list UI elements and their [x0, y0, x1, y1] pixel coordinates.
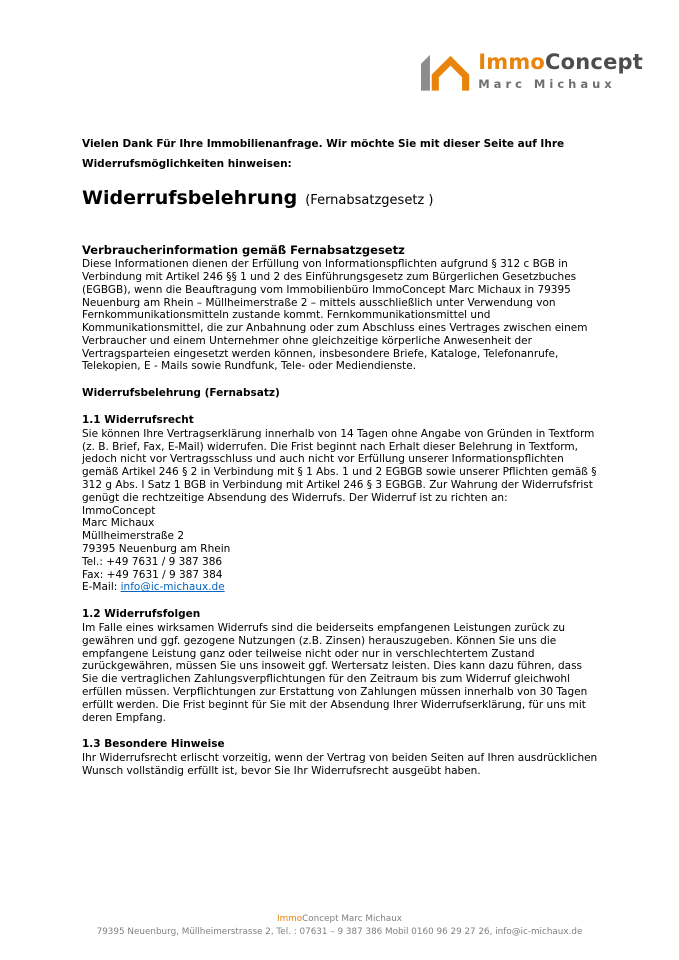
address-line-name: Marc Michaux [82, 517, 155, 530]
address-line-email [82, 581, 598, 594]
withdrawal-address-block [82, 505, 598, 595]
section-1-2-heading: 1.2 Widerrufsfolgen [82, 608, 201, 621]
footer-address-line: 79395 Neuenburg, Müllheimerstrasse 2, Tel. : 07631 – 9 387 386 Mobil 0160 96 29 27 26, info@ic-michaux.de [96, 927, 583, 938]
footer-brand-rest: Concept Marc Michaux [302, 913, 402, 924]
company-logo [421, 50, 643, 92]
house-m-icon [421, 50, 471, 92]
footer-brand-primary: Immo [277, 913, 303, 924]
address-line-city: 79395 Neuenburg am Rhein [82, 543, 231, 556]
logo-brand-primary: Immo [478, 50, 546, 75]
withdrawal-subheading: Widerrufsbelehrung (Fernabsatz) [82, 387, 280, 400]
footer-brand-line [0, 913, 679, 927]
title-suffix: (Fernabsatzgesetz ) [305, 192, 434, 208]
section-1-1-body: Sie können Ihre Vertragserklärung innerhalb von 14 Tagen ohne Angabe von Gründen in Textform (z. B. Brief, Fax, E-Mail) widerrufen. Die Frist beginnt nach Erhalt dieser Belehrung in Textform, jedoch nicht vor Vertragsschluss und auch nicht vor Erfüllung unserer Informationspflichten gemäß Artikel 246 § 2 in Verbindung mit § 1 Abs. 1 und 2 EGBGB sowie unserer Pflichten gemäß § 312 g Abs. I Satz 1 BGB in Verbindung mit Artikel 246 § 3 EGBGB. Zur Wahrung der Widerrufsfrist genügt die rechtzeitige Absendung des Widerrufs. Der Widerruf ist zu richten an: [82, 427, 597, 504]
logo-text [478, 51, 643, 90]
consumer-info-body: Diese Informationen dienen der Erfüllung von Informationspflichten aufgrund § 312 c BGB in Verbindung mit Artikel 246 §§ 1 und 2 des Einführungsgesetz zum Bürgerlichen Gesetzbuches (EGBGB), wenn die Beauftragung vom Immobilienbüro ImmoConcept Marc Michaux in 79395 Neuenburg am Rhein – Müllheimerstraße 2 – mittels ausschließlich unter Verwendung von Fernkommunikationsmitteln zustande kommt. Fernkommunikationsmittel und Kommunikationsmittel, die zur Anbahnung oder zum Abschluss eines Vertrages zwischen einem Verbraucher und einem Unternehmer ohne gleichzeitige körperliche Anwesenheit der Vertragsparteien eingesetzt werden können, insbesondere Briefe, Kataloge, Telefonanrufe, Telekopien, E - Mails sowie Rundfunk, Tele- oder Mediendienste. [82, 258, 588, 373]
section-1-3-heading: 1.3 Besondere Hinweise [82, 738, 225, 751]
section-1-1-heading: 1.1 Widerrufsrecht [82, 414, 194, 427]
address-line-tel: Tel.: +49 7631 / 9 387 386 [82, 555, 223, 568]
email-link[interactable]: info@ic-michaux.de [120, 581, 225, 594]
document-content [82, 134, 598, 778]
email-label: E-Mail: [82, 581, 121, 594]
title-main: Widerrufsbelehrung [82, 186, 298, 209]
page-footer [0, 913, 679, 940]
address-line-company: ImmoConcept [82, 504, 156, 517]
intro-text: Vielen Dank Für Ihre Immobilienanfrage. Wir möchte Sie mit dieser Seite auf Ihre Widerrufsmöglichkeiten hinweisen: [82, 138, 565, 171]
address-line-street: Müllheimerstraße 2 [82, 530, 185, 543]
address-line-fax: Fax: +49 7631 / 9 387 384 [82, 568, 223, 581]
logo-brand-secondary: Concept [545, 50, 643, 75]
section-1-3-body: Ihr Widerrufsrecht erlischt vorzeitig, wenn der Vertrag von beiden Seiten auf Ihren ausdrücklichen Wunsch vollständig erfüllt ist, bevor Sie Ihr Widerrufsrecht ausgeübt haben. [82, 752, 598, 777]
section-1-2-body: Im Falle eines wirksamen Widerrufs sind die beiderseits empfangenen Leistungen zurück zu gewähren und ggf. gezogene Nutzungen (z.B. Zinsen) herauszugeben. Können Sie uns die empfangene Leistung ganz oder teilweise nicht oder nur in verschlechtertem Zustand zurückgewähren, müssen Sie uns insoweit ggf. Wertersatz leisten. Dies kann dazu führen, dass Sie die vertraglichen Zahlungsverpflichtungen für den Zeitraum bis zum Widerruf gleichwohl erfüllen müssen. Verpflichtungen zur Erstattung von Zahlungen müssen innerhalb von 30 Tagen erfüllt werden. Die Frist beginnt für Sie mit der Absendung Ihrer Widerrufserklärung, für uns mit deren Empfang. [82, 622, 588, 724]
page-title [82, 187, 598, 210]
consumer-info-heading: Verbraucherinformation gemäß Fernabsatzgesetz [82, 242, 405, 257]
logo-brand [478, 51, 643, 73]
logo-subtitle: Marc Michaux [478, 76, 616, 91]
